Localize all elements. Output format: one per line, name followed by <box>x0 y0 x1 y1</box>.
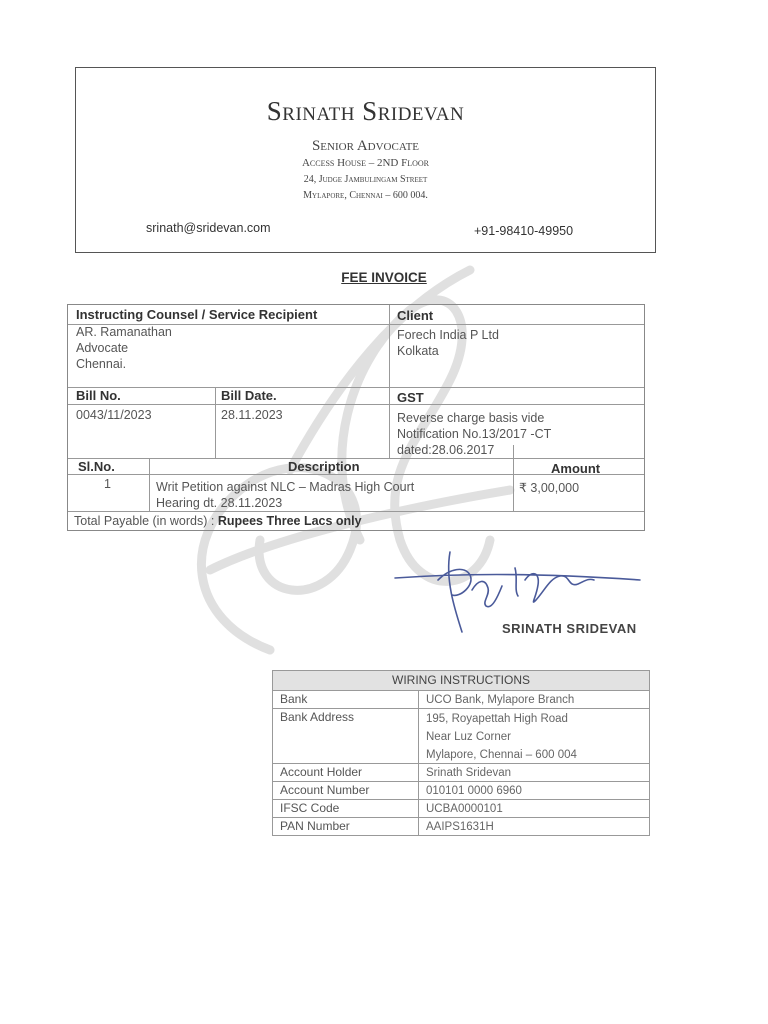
account-holder-value: Srinath Sridevan <box>426 767 512 779</box>
bank-address-label: Bank Address <box>280 710 355 724</box>
ifsc-value: UCBA0000101 <box>426 803 503 815</box>
client-value: Forech India P Ltd Kolkata <box>397 328 499 358</box>
bank-label: Bank <box>280 692 308 706</box>
invoice-title: FEE INVOICE <box>341 270 427 285</box>
gst-header: GST <box>397 390 424 405</box>
table-rule <box>68 511 644 512</box>
pan-value: AAIPS1631H <box>426 821 494 833</box>
wiring-instructions-table <box>272 670 650 836</box>
amount-header: Amount <box>551 461 601 476</box>
table-rule <box>68 404 644 405</box>
slno-value: 1 <box>104 477 111 491</box>
address-line-1: Access House – 2ND Floor <box>301 157 430 169</box>
fee-table <box>67 304 645 531</box>
address-line-3: Mylapore, Chennai – 600 004. <box>303 190 428 201</box>
bank-address-value: 195, Royapettah High Road Near Luz Corner Mylapore, Chennai – 600 004 <box>426 713 577 761</box>
address-line-2: 24, Judge Jambulingam Street <box>303 174 428 185</box>
advocate-title: Senior Advocate <box>311 138 420 154</box>
bank-value: UCO Bank, Mylapore Branch <box>426 694 575 706</box>
total-value: Rupees Three Lacs only <box>217 514 362 528</box>
bill-date-value: 28.11.2023 <box>221 408 283 422</box>
table-rule <box>389 305 390 458</box>
signatory-name: SRINATH SRIDEVAN <box>502 621 637 636</box>
counsel-value: AR. Ramanathan Advocate Chennai. <box>76 325 172 371</box>
account-number-label: Account Number <box>280 783 370 797</box>
total-label: Total Payable (in words) : <box>74 514 218 528</box>
table-rule <box>513 458 644 459</box>
table-rule <box>149 458 150 511</box>
phone-number: +91-98410-49950 <box>474 224 574 238</box>
letterhead <box>75 67 656 253</box>
table-rule <box>215 388 216 458</box>
client-header: Client <box>397 308 434 323</box>
gst-value: Reverse charge basis vide Notification No.13/2017 -CT dated:28.06.2017 <box>397 411 552 457</box>
table-rule <box>68 387 644 388</box>
slno-header: Sl.No. <box>78 459 115 474</box>
bill-date-header: Bill Date. <box>221 388 277 403</box>
wiring-title: WIRING INSTRUCTIONS <box>273 671 649 691</box>
email-address[interactable]: srinath@sridevan.com <box>146 221 271 235</box>
ifsc-label: IFSC Code <box>280 801 340 815</box>
account-number-value: 010101 0000 6960 <box>426 785 522 797</box>
description-value: Writ Petition against NLC – Madras High Court Hearing dt. 28.11.2023 <box>156 480 415 510</box>
bill-no-value: 0043/11/2023 <box>76 408 152 422</box>
description-header: Description <box>288 459 360 474</box>
advocate-name: Srinath Sridevan <box>266 96 465 126</box>
counsel-header: Instructing Counsel / Service Recipient <box>76 307 318 322</box>
total-payable <box>74 513 362 529</box>
bill-no-header: Bill No. <box>76 388 121 403</box>
account-holder-label: Account Holder <box>280 765 363 779</box>
pan-label: PAN Number <box>280 819 350 833</box>
amount-value: ₹ 3,00,000 <box>519 481 580 495</box>
